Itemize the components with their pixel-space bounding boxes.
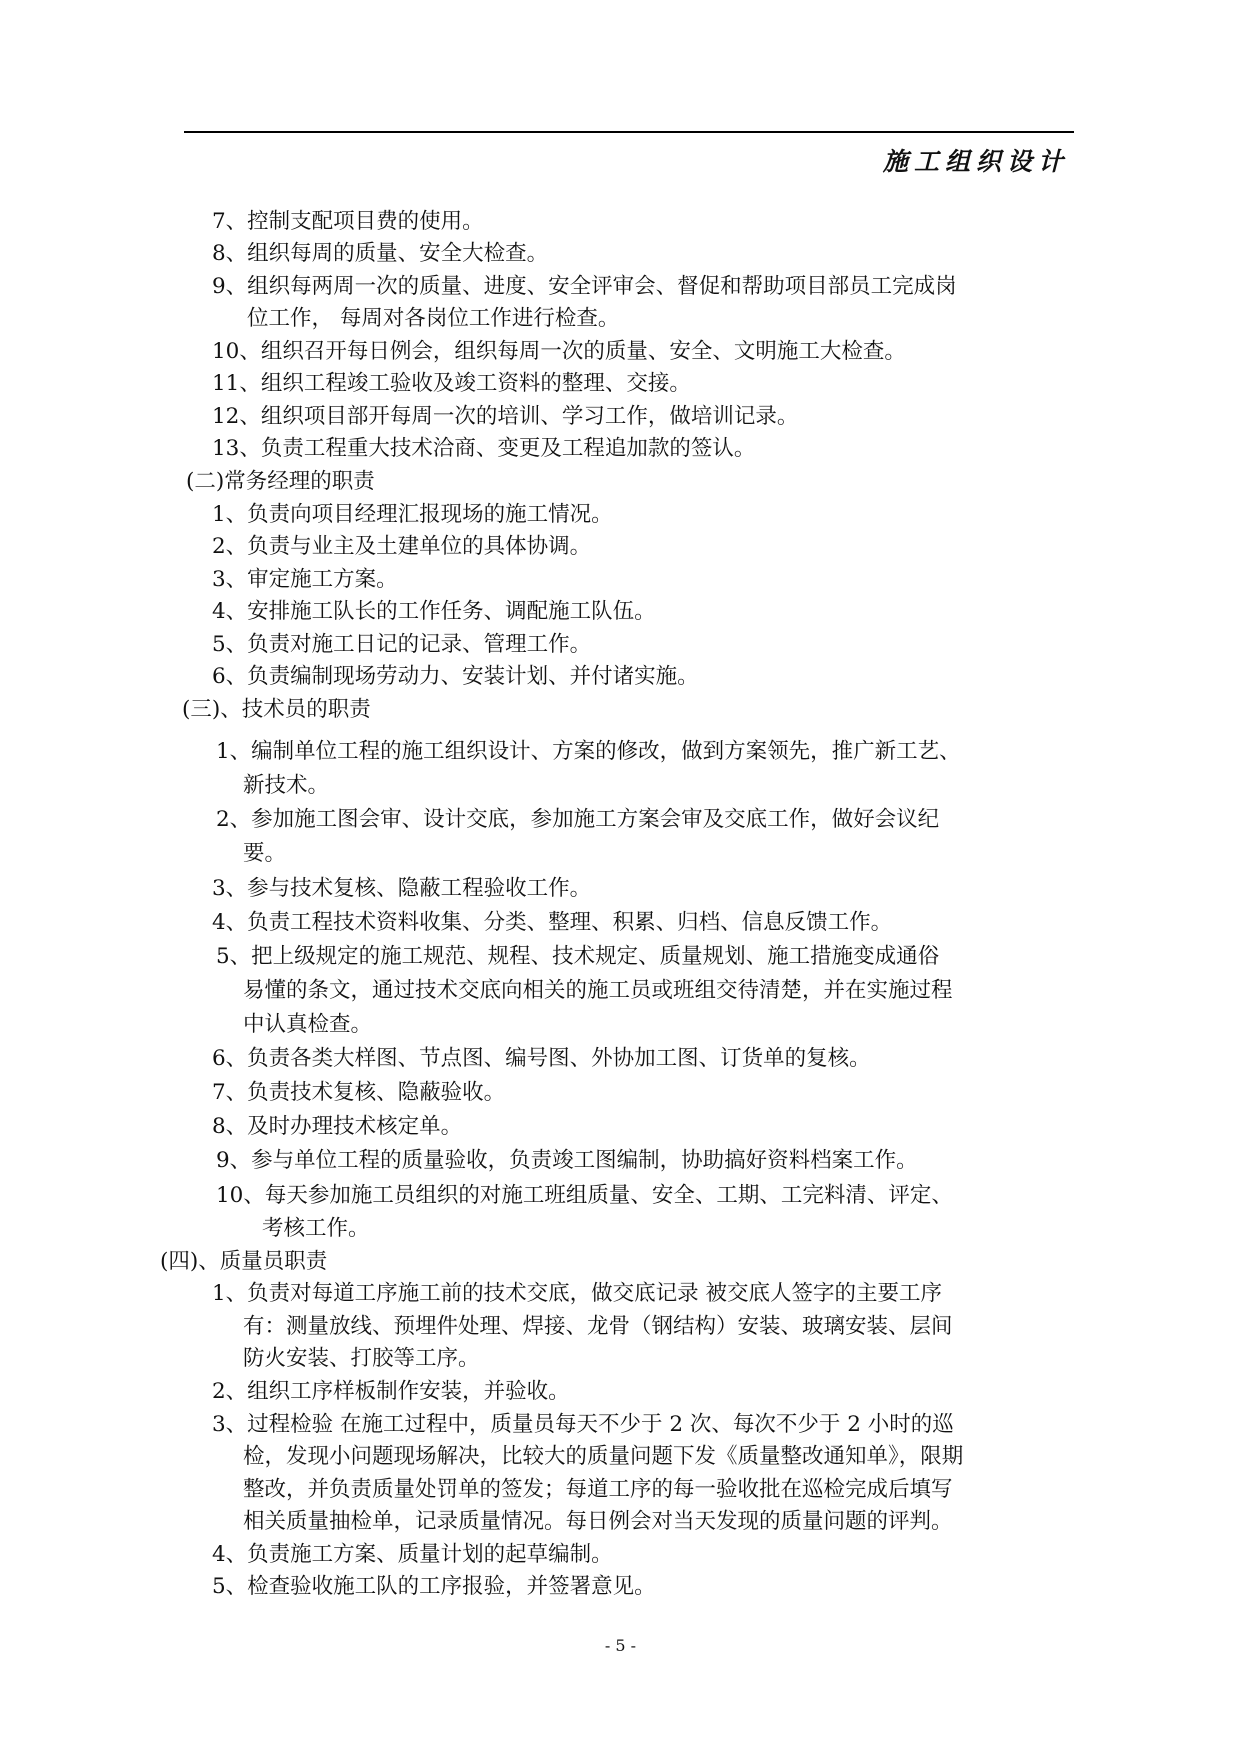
section-heading: (三)、技术员的职责: [182, 697, 371, 722]
section-heading: (二)常务经理的职责: [186, 469, 375, 494]
text-line: 10、每天参加施工员组织的对施工班组质量、安全、工期、工完料清、评定、: [216, 1183, 953, 1208]
text-line: 检，发现小问题现场解决，比较大的质量问题下发《质量整改通知单》，限期: [243, 1444, 964, 1469]
text-line: 相关质量抽检单，记录质量情况。每日例会对当天发现的质量问题的评判。: [243, 1509, 953, 1534]
text-line: 3、参与技术复核、隐蔽工程验收工作。: [212, 876, 592, 901]
text-line: 整改，并负责质量处罚单的签发；每道工序的每一验收批在巡检完成后填写: [243, 1477, 953, 1502]
text-line: 新技术。: [243, 773, 330, 798]
text-line: 9、组织每两周一次的质量、进度、安全评审会、督促和帮助项目部员工完成岗: [212, 274, 957, 299]
text-line: 12、组织项目部开每周一次的培训、学习工作，做培训记录。: [212, 404, 799, 429]
text-line: 考核工作。: [262, 1216, 370, 1241]
text-line: 6、负责编制现场劳动力、安装计划、并付诸实施。: [212, 664, 699, 689]
text-line: 4、负责施工方案、质量计划的起草编制。: [212, 1542, 613, 1567]
text-line: 易懂的条文，通过技术交底向相关的施工员或班组交待清楚，并在实施过程: [243, 978, 953, 1003]
text-line: 4、负责工程技术资料收集、分类、整理、积累、归档、信息反馈工作。: [212, 910, 893, 935]
text-line: 1、负责对每道工序施工前的技术交底，做交底记录 被交底人签字的主要工序: [212, 1281, 943, 1306]
text-line: 11、组织工程竣工验收及竣工资料的整理、交接。: [212, 371, 691, 396]
text-line: 2、负责与业主及土建单位的具体协调。: [212, 534, 592, 559]
text-line: 5、把上级规定的施工规范、规程、技术规定、质量规划、施工措施变成通俗: [216, 944, 940, 969]
text-line: 中认真检查。: [243, 1012, 373, 1037]
text-line: 8、组织每周的质量、安全大检查。: [212, 241, 549, 266]
text-line: 2、参加施工图会审、设计交底，参加施工方案会审及交底工作，做好会议纪: [216, 807, 940, 832]
text-line: 要。: [243, 841, 287, 866]
text-line: 3、审定施工方案。: [212, 567, 398, 592]
text-line: 有：测量放线、预埋件处理、焊接、龙骨（钢结构）安装、玻璃安装、层间: [243, 1314, 953, 1339]
text-line: 1、编制单位工程的施工组织设计、方案的修改，做到方案领先，推广新工艺、: [216, 739, 961, 764]
text-line: 5、检查验收施工队的工序报验，并签署意见。: [212, 1574, 656, 1599]
text-line: 防火安装、打胶等工序。: [243, 1346, 480, 1371]
text-line: 7、负责技术复核、隐蔽验收。: [212, 1080, 506, 1105]
page-header-title: 施工组织设计: [882, 147, 1069, 176]
text-line: 6、负责各类大样图、节点图、编号图、外协加工图、订货单的复核。: [212, 1046, 871, 1071]
text-line: 9、参与单位工程的质量验收，负责竣工图编制，协助搞好资料档案工作。: [216, 1148, 918, 1173]
text-line: 位工作， 每周对各岗位工作进行检查。: [247, 306, 620, 331]
text-line: 7、控制支配项目费的使用。: [212, 209, 484, 234]
text-line: 5、负责对施工日记的记录、管理工作。: [212, 632, 592, 657]
text-line: 1、负责向项目经理汇报现场的施工情况。: [212, 502, 613, 527]
text-line: 8、及时办理技术核定单。: [212, 1114, 463, 1139]
header-rule: [184, 131, 1074, 133]
text-line: 2、组织工序样板制作安装，并验收。: [212, 1379, 570, 1404]
text-line: 13、负责工程重大技术洽商、变更及工程追加款的签认。: [212, 436, 756, 461]
text-line: 10、组织召开每日例会，组织每周一次的质量、安全、文明施工大检查。: [212, 339, 906, 364]
section-heading: (四)、质量员职责: [160, 1249, 328, 1274]
page-number: - 5 -: [604, 1636, 637, 1655]
text-line: 3、过程检验 在施工过程中，质量员每天不少于 2 次、每次不少于 2 小时的巡: [212, 1412, 954, 1437]
text-line: 4、安排施工队长的工作任务、调配施工队伍。: [212, 599, 656, 624]
